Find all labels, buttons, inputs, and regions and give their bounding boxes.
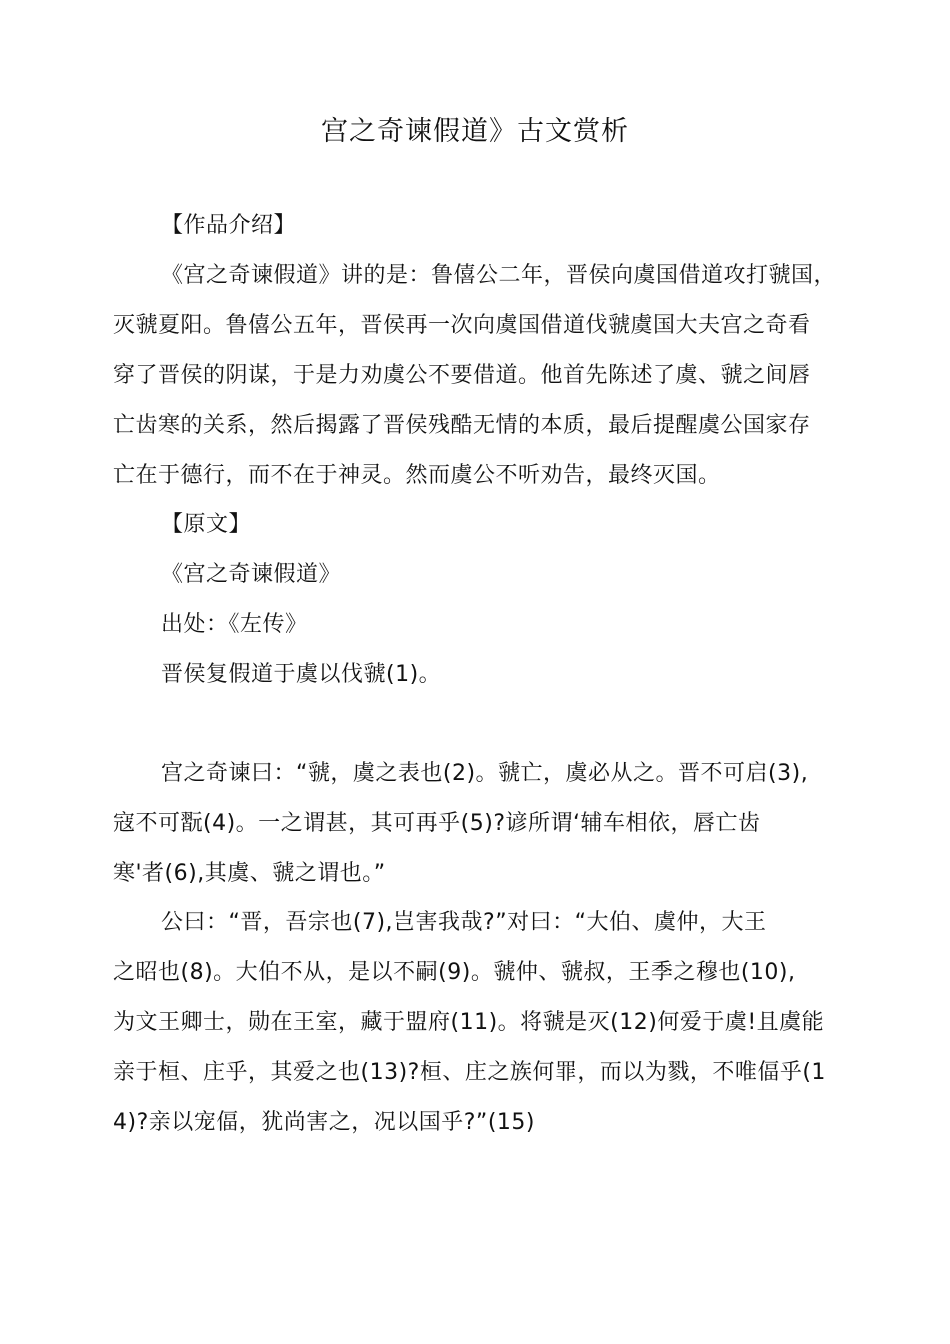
source-line: 出处：《左传》 [161, 612, 308, 637]
work-title: 《宫之奇谏假道》 [161, 562, 342, 587]
paragraph-2 [113, 898, 853, 1148]
para2-line: 为文王卿士，勋在王室，藏于盟府(11)。将虢是灭(12)何爱于虞!且虞能 [113, 1010, 825, 1035]
intro-paragraph [113, 251, 853, 501]
para2-line: 公曰：“晋，吾宗也(7),岂害我哉?”对曰：“大伯、虞仲，大王 [161, 910, 767, 935]
para2-line: 4)?亲以宠偪，犹尚害之，况以国乎?”(15) [113, 1110, 535, 1135]
document-title: 宫之奇谏假道》古文赏析 [321, 116, 629, 147]
intro-line: 亡齿寒的关系，然后揭露了晋侯残酷无情的本质，最后提醒虞公国家存 [113, 413, 811, 438]
para2-line: 亲于桓、庄乎，其爱之也(13)?桓、庄之族何罪，而以为戮，不唯偪乎(1 [113, 1060, 826, 1085]
para2-line: 之昭也(8)。大伯不从，是以不嗣(9)。虢仲、虢叔，王季之穆也(10), [113, 960, 796, 985]
intro-line: 灭虢夏阳。鲁僖公五年，晋侯再一次向虞国借道伐虢虞国大夫宫之奇看 [113, 313, 811, 338]
intro-line: 穿了晋侯的阴谋，于是力劝虞公不要借道。他首先陈述了虞、虢之间唇 [113, 363, 811, 388]
opening-line: 晋侯复假道于虞以伐虢(1)。 [161, 662, 442, 687]
para1-line: 寇不可翫(4)。一之谓甚，其可再乎(5)?谚所谓‘辅车相依，唇亡齿 [113, 811, 761, 836]
intro-heading: 【作品介绍】 [161, 213, 297, 238]
intro-line: 《宫之奇谏假道》讲的是：鲁僖公二年，晋侯向虞国借道攻打虢国， [161, 263, 837, 288]
para1-line: 宫之奇谏曰：“虢，虞之表也(2)。虢亡，虞必从之。晋不可启(3), [161, 761, 809, 786]
paragraph-1 [113, 749, 853, 899]
intro-line: 亡在于德行，而不在于神灵。然而虞公不听劝告，最终灭国。 [113, 463, 721, 488]
original-heading: 【原文】 [161, 512, 252, 537]
para1-line: 寒'者(6),其虞、虢之谓也。” [113, 861, 386, 886]
